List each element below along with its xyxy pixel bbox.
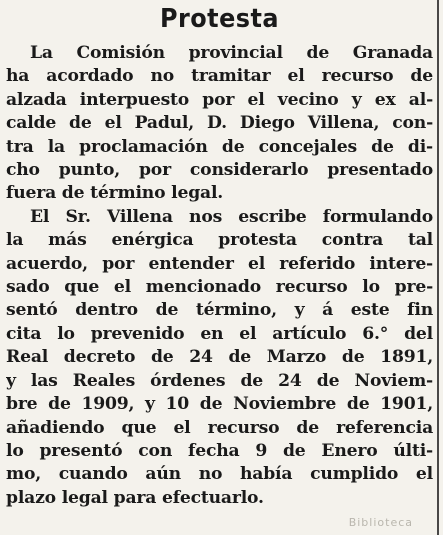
text-line: fuera de término legal. [6,183,224,204]
text-line: cita lo prevenido en el artículo 6.° del [6,323,433,344]
text-line: ha acordado no tramitar el recurso de [6,66,433,87]
text-line: plazo legal para efectuarlo. [6,487,264,508]
text-line: sentó dentro de término, y á este fin [6,300,433,321]
article-paragraph-1 [6,42,433,206]
text-line: bre de 1909, y 10 de Noviembre de 1901, [6,394,433,415]
text-line: mo, cuando aún no había cumplido el [6,464,433,485]
text-line: El Sr. Villena nos escribe formulando [30,206,433,227]
text-line: sado que el mencionado recurso lo pre- [6,277,433,298]
text-line: calde de el Padul, D. Diego Villena, con- [6,113,433,134]
column-rule [437,0,439,535]
text-line: y las Reales órdenes de 24 de Noviem- [6,370,433,391]
text-line: La Comisión provincial de Granada [30,43,433,63]
article-paragraph-2 [6,206,433,510]
text-line: añadiendo que el recurso de referencia [6,417,433,438]
article-title: Protesta [160,4,279,34]
text-line: tra la proclamación de concejales de di- [6,136,433,157]
text-line: Real decreto de 24 de Marzo de 1891, [6,347,433,368]
text-line: lo presentó con fecha 9 de Enero últi- [6,440,433,461]
text-line: alzada interpuesto por el vecino y ex al- [6,89,433,110]
text-line: acuerdo, por entender el referido intere- [6,253,433,274]
text-line: la más enérgica protesta contra tal [6,230,433,251]
library-watermark: Biblioteca [348,516,413,529]
text-line: cho punto, por considerarlo presentado [6,160,433,181]
